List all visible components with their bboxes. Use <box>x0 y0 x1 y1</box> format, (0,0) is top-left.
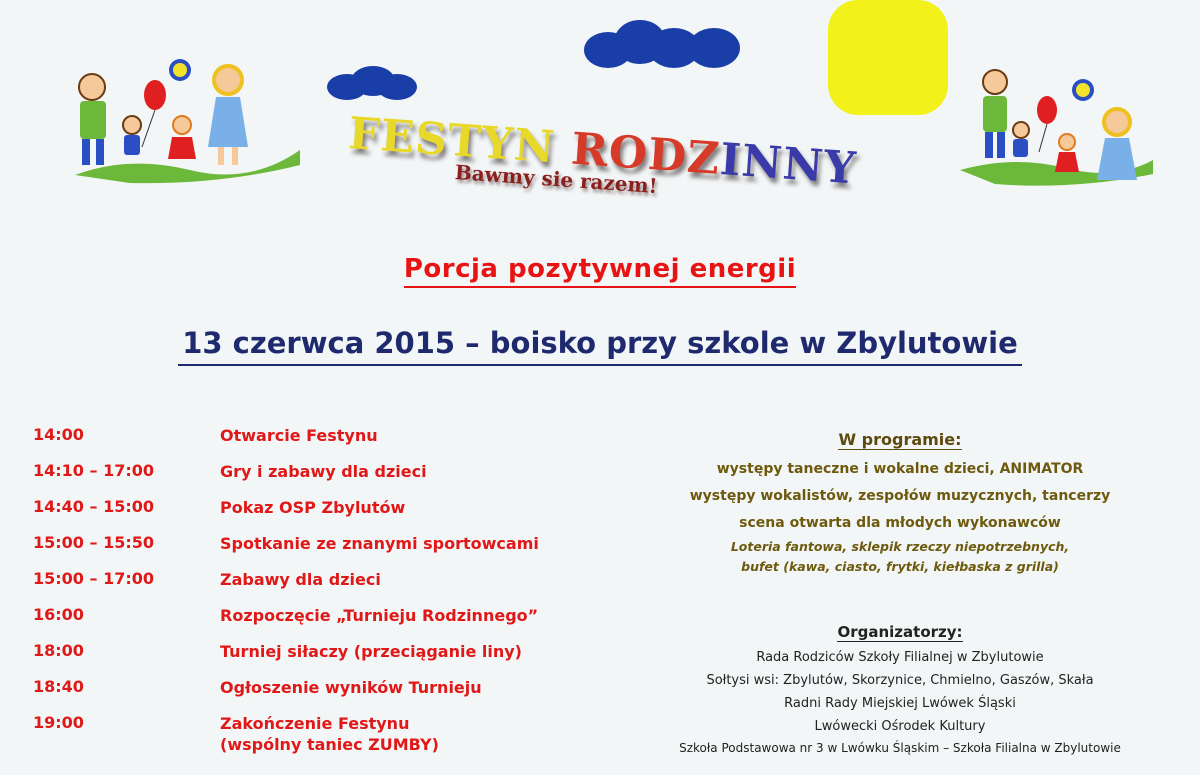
program-extra-line: bufet (kawa, ciasto, frytki, kiełbaska z grilla) <box>741 559 1059 574</box>
schedule-event: Rozpoczęcie „Turnieju Rodzinnego” <box>220 606 539 625</box>
organizers-section <box>620 622 1180 758</box>
schedule-item <box>33 497 593 533</box>
schedule-event: Zabawy dla dzieci <box>220 570 381 589</box>
family-illustration <box>955 60 1155 195</box>
organizer-line: Radni Rady Miejskiej Lwówek Śląski <box>784 696 1016 711</box>
schedule-event: Otwarcie Festynu <box>220 426 378 445</box>
schedule-time: 16:00 <box>33 605 84 624</box>
schedule-event: Spotkanie ze znanymi sportowcami <box>220 534 539 553</box>
program-line: występy wokalistów, zespołów muzycznych, tancerzy <box>689 488 1111 504</box>
schedule-time: 15:00 – 15:50 <box>33 533 154 552</box>
schedule-item <box>33 569 593 605</box>
schedule-time: 19:00 <box>33 713 84 732</box>
date-location-heading <box>0 326 1200 366</box>
organizers-heading: Organizatorzy: <box>837 623 963 641</box>
program-heading: W programie: <box>838 430 962 449</box>
schedule-item <box>33 713 593 765</box>
title-part: INNY <box>718 134 859 195</box>
schedule-event: Pokaz OSP Zbylutów <box>220 498 406 517</box>
schedule-event-note: (wspólny taniec ZUMBY) <box>220 735 439 754</box>
schedule-event-block <box>220 713 590 755</box>
schedule-item <box>33 425 593 461</box>
schedule-event: Turniej siłaczy (przeciąganie liny) <box>220 642 522 661</box>
schedule-event: Ogłoszenie wyników Turnieju <box>220 678 482 697</box>
schedule-item <box>33 533 593 569</box>
schedule-time: 18:40 <box>33 677 84 696</box>
cloud-icon <box>578 18 748 74</box>
motto-text: Porcja pozytywnej energii <box>404 254 796 288</box>
schedule-event: Gry i zabawy dla dzieci <box>220 462 427 481</box>
schedule-time: 14:40 – 15:00 <box>33 497 154 516</box>
family-illustration <box>70 55 305 190</box>
title-part: FESTYN <box>346 108 574 175</box>
program-line: scena otwarta dla młodych wykonawców <box>739 515 1061 531</box>
festival-subtitle: Bawmy sie razem! <box>454 160 659 199</box>
program-section <box>620 430 1180 577</box>
schedule-item <box>33 461 593 497</box>
schedule-time: 15:00 – 17:00 <box>33 569 154 588</box>
schedule-time: 18:00 <box>33 641 84 660</box>
organizer-line: Szkoła Podstawowa nr 3 w Lwówku Śląskim – Szkoła Filialna w Zbylutowie <box>679 741 1121 755</box>
program-line: występy taneczne i wokalne dzieci, ANIMATOR <box>716 461 1084 477</box>
program-extra-line: Loteria fantowa, sklepik rzeczy niepotrzebnych, <box>730 539 1070 554</box>
date-location-text: 13 czerwca 2015 – boisko przy szkole w Zbylutowie <box>178 326 1022 366</box>
organizer-line: Lwówecki Ośrodek Kultury <box>814 719 986 734</box>
organizer-line: Sołtysi wsi: Zbylutów, Skorzynice, Chmielno, Gaszów, Skała <box>706 673 1094 688</box>
title-part: RODZ <box>569 123 722 185</box>
schedule-item <box>33 605 593 641</box>
schedule-item <box>33 677 593 713</box>
cloud-icon <box>325 65 420 101</box>
schedule-event: Zakończenie Festynu <box>220 714 410 733</box>
schedule-item <box>33 641 593 677</box>
schedule-time: 14:10 – 17:00 <box>33 461 154 480</box>
motto-heading <box>0 254 1200 288</box>
sun-icon <box>800 0 965 120</box>
schedule-time: 14:00 <box>33 425 84 444</box>
schedule-list <box>33 425 593 765</box>
organizer-line: Rada Rodziców Szkoły Filialnej w Zbylutowie <box>756 650 1044 665</box>
